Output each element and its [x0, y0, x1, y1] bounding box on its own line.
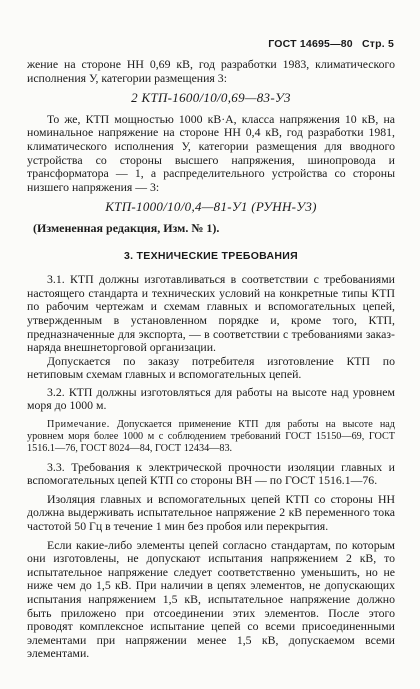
clause-3-2: 3.2. КТП должны изготовляться для работы на высоте над уровнем моря до 1000 м.: [27, 384, 395, 413]
standard-number: ГОСТ 14695—80: [268, 38, 353, 50]
clause-3-2-note: [27, 419, 395, 456]
clause-3-3-paragraph-3: Если какие-либо элементы цепей согласно стандартам, по которым они изготовлены, не допускают испытания напряжением 2 кВ, то испытательное напряжение следует соответственно уменьшить, но не ниже чем до 1,5 кВ. При наличии в цепях элементов, не допускающих испытания напряжением 1,5 кВ, испытательное напряжение должно быть приложено при отсоединении этих элементов. После этого проводят комплексное испытание цепей со всеми присоединенными элементами при напряжении менее 1,5 кВ, допускаемом всеми элементами.: [27, 537, 395, 661]
clause-3-3-paragraph-2: Изоляция главных и вспомогательных цепей КТП со стороны НН должна выдерживать испытательное напряжение 2 кВ переменного тока частотой 50 Гц в течение 1 мин без пробоя или перекрытия.: [27, 491, 395, 534]
clause-3-1: 3.1. КТП должны изготавливаться в соответствии с требованиями настоящего стандарта и технических условий на конкретные типы КТП по рабочим чертежам и схемам главных и вспомогательных цепей, утвержденным в установленном порядке и, кроме того, КТП, предназначенные для экспорта, — в соответствии с требованиями заказ-наряда внешнеторговой организации.: [27, 272, 395, 355]
document-body: [27, 58, 395, 661]
amendment-note: (Измененная редакция, Изм. № 1).: [33, 220, 220, 235]
section-heading: 3. ТЕХНИЧЕСКИЕ ТРЕБОВАНИЯ: [123, 249, 299, 262]
paragraph-continuation: жение на стороне НН 0,69 кВ, год разработки 1983, климатического исполнения У, категории размещения 3:: [27, 57, 395, 85]
designation-example-2: КТП-1000/10/0,4—81-У1 (РУНН-У3): [105, 199, 317, 215]
designation-example-1: 2 КТП-1600/10/0,69—83-У3: [131, 90, 291, 106]
clause-3-3: 3.3. Требования к электрической прочности изоляции главных и вспомогательных цепей КТП со стороны ВН — по ГОСТ 1516.1—76.: [27, 459, 395, 488]
note-text: Допускается применение КТП для работы на высоте над уровнем моря более 1000 м с соблюдением требований ГОСТ 15150—69, ГОСТ 1516.1—76, ГОСТ 8024—84, ГОСТ 12434—83.: [27, 419, 395, 455]
note-label: Примечание.: [47, 419, 110, 431]
paragraph-example-2: То же, КТП мощностью 1000 кВ·А, класса напряжения 10 кВ, на номинальное напряжение на стороне НН 0,4 кВ, год разработки 1981, климатического исполнения У, категории размещения для вводного устройства со стороны высшего напряжения, шинопровода и трансформатора — 1, а распределительного устройства со стороны низшего напряжения — 3:: [27, 111, 395, 194]
page-header: [268, 38, 394, 50]
clause-3-1-addendum: Допускается по заказу потребителя изготовление КТП по нетиповым схемам главных и вспомогательных цепей.: [27, 353, 395, 382]
page-number: Стр. 5: [361, 38, 394, 50]
